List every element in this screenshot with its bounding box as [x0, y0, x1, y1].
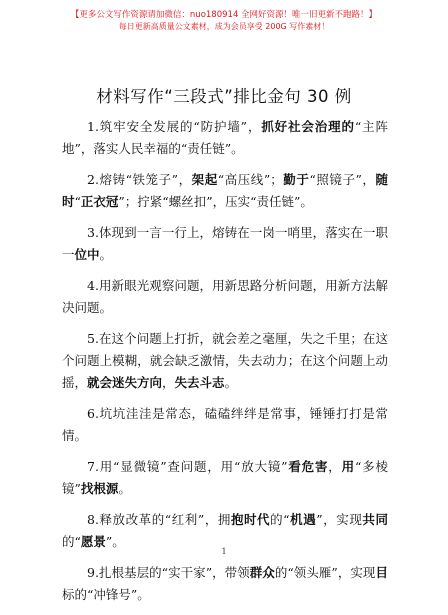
phrase-run: ”，实现 — [316, 512, 363, 527]
phrase-bold-run: 看危害 — [287, 459, 329, 474]
phrase-bold-run: 抱时代 — [230, 512, 271, 527]
phrase-item — [62, 169, 388, 213]
phrase-run: ”。 — [105, 534, 125, 549]
phrase-bold-run: 架起 — [191, 172, 218, 187]
phrase-run: 6.坑坑洼洼是常态，磕磕绊绊是常事，锤锤打打是常情。 — [62, 406, 388, 443]
phrase-run: 。 — [99, 247, 113, 262]
phrase-list — [62, 116, 388, 615]
phrase-item — [62, 456, 388, 500]
phrase-item — [62, 328, 388, 394]
document-title: 材料写作“三段式”排比金句 30 例 — [96, 87, 352, 106]
phrase-item — [62, 222, 388, 266]
phrase-run: 1.筑牢安全发展的“防护墙”， — [87, 119, 262, 134]
phrase-run: 的“ — [270, 512, 290, 527]
phrase-run: “高压线”； — [217, 172, 283, 187]
phrase-bold-run: 用 — [341, 459, 355, 474]
promo-banner — [0, 9, 448, 33]
promo-banner-line-2: 每日更新高质量公文素材，成为会员享受 200G 写作素材！ — [118, 22, 330, 31]
phrase-run: 的“领头雁”，实现 — [274, 565, 376, 580]
phrase-bold-run: 群众 — [249, 565, 275, 580]
phrase-bold-run: 位中 — [74, 247, 100, 262]
phrase-run: 2.熔铸“铁笼子”， — [87, 172, 192, 187]
phrase-run: ”；拧紧“螺丝扣”，压实“责任链”。 — [118, 194, 313, 209]
phrase-bold-run: 共同 — [362, 512, 388, 527]
phrase-run: 9.扎根基层的“实干家”，带领 — [87, 565, 250, 580]
phrase-bold-run: 正衣冠 — [80, 194, 119, 209]
phrase-run: “照镜子”， — [309, 172, 376, 187]
phrase-bold-run: 抓好社会治理的 — [261, 119, 355, 134]
phrase-bold-run: 机遇 — [289, 512, 317, 527]
phrase-item — [62, 116, 388, 160]
phrase-run: 3.体现到一言一行上，熔铸在一岗一哨里，落实在一职一 — [62, 225, 388, 262]
phrase-bold-run: 找根源 — [80, 481, 119, 496]
phrase-bold-run: 勤于 — [282, 172, 310, 187]
phrase-item — [62, 403, 388, 447]
phrase-bold-run: 失去斗志 — [174, 375, 225, 390]
phrase-run: 4.用新眼光观察问题，用新思路分析问题，用新方法解决问题。 — [62, 278, 388, 315]
phrase-item — [62, 562, 388, 606]
phrase-run: 8.释放改革的“红利”，拥 — [87, 512, 231, 527]
phrase-run: 。 — [224, 375, 238, 390]
phrase-run: “ — [74, 194, 81, 209]
phrase-bold-run: 目 — [375, 565, 388, 580]
promo-banner-line-1: 【更多公文写作资源请加微信：nuo180914 全网好资源！唯一旧更新不跑路！】 — [70, 10, 378, 20]
phrase-run: “主阵地”，落实人民幸福的“责任链”。 — [62, 119, 388, 156]
page-number: 1 — [221, 547, 227, 556]
phrase-bold-run: 随时 — [62, 172, 388, 209]
phrase-bold-run: 就会迷失方向 — [87, 375, 163, 390]
phrase-run: 的“ — [62, 534, 81, 549]
phrase-run: ， — [328, 459, 342, 474]
phrase-run: “多棱镜” — [62, 459, 388, 496]
phrase-run: 标的“冲锋号”。 — [62, 587, 150, 602]
phrase-run: 7.用“显微镜”查问题，用“放大镜” — [87, 459, 288, 474]
phrase-run: 5.在这个问题上打折，就会差之毫厘，失之千里；在这个问题上模糊，就会缺乏激情，失去动力；在这个问题上动摇， — [62, 331, 388, 390]
phrase-run: ， — [162, 375, 175, 390]
phrase-bold-run: 愿景 — [80, 534, 106, 549]
phrase-item — [62, 275, 388, 319]
phrase-run: 。 — [118, 481, 131, 496]
